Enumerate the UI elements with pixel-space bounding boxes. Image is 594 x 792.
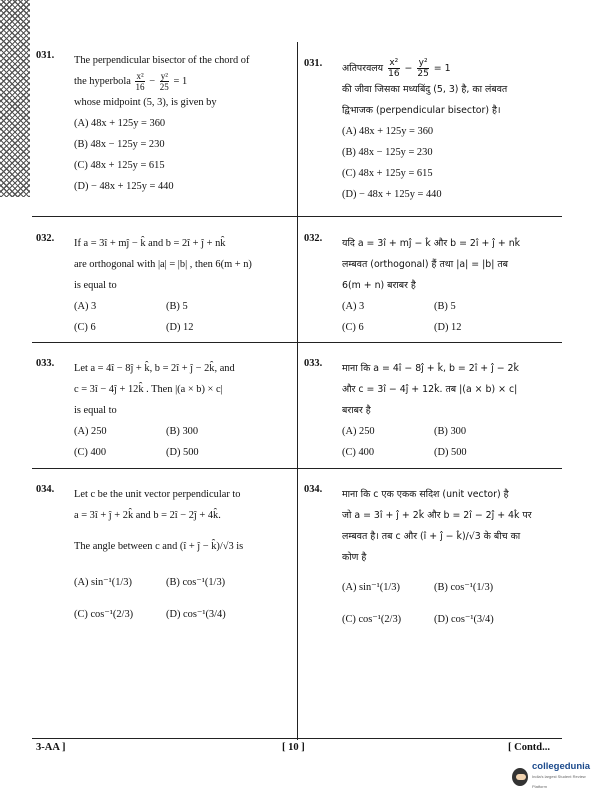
option: (C) 6	[342, 322, 364, 333]
collegedunia-logo	[512, 762, 594, 792]
footer-page-number: [ 10 ]	[282, 742, 305, 753]
question-text: are orthogonal with |a| = |b| , then 6(m + n)	[74, 259, 252, 270]
footer-rule	[32, 738, 562, 739]
logo-name: collegedunia	[532, 761, 591, 772]
option: (B) 5	[166, 301, 188, 312]
option: (C) 48x + 125y = 615	[342, 168, 433, 179]
option: (D) cos⁻¹(3/4)	[166, 609, 226, 620]
option: (B) 48x − 125y = 230	[342, 147, 433, 158]
question-number: 034.	[304, 484, 323, 495]
question-text: और c = 3î − 4ĵ + 12k̂. तब |(a × b) × c|	[342, 384, 518, 395]
column-divider	[297, 42, 298, 740]
option: (B) cos⁻¹(1/3)	[166, 577, 226, 588]
option: (A) 250	[74, 426, 107, 437]
question-text: लम्बवत (orthogonal) हैं तथा |a| = |b| तब	[342, 259, 509, 270]
option: (B) 5	[434, 301, 456, 312]
option: (C) 6	[74, 322, 96, 333]
question-number: 033.	[36, 358, 55, 369]
question-text: माना कि a = 4î − 8ĵ + k̂, b = 2î + ĵ − 2k̂	[342, 363, 519, 374]
option: (B) cos⁻¹(1/3)	[434, 582, 494, 593]
mascot-icon	[512, 768, 528, 786]
fraction: $\frac{\text{x²}}{16}$	[388, 58, 400, 79]
question-text: the hyperbola $\frac{\text{x²}}{16}$ − $\frac{\text{y²}}{25}$ = 1	[74, 71, 188, 93]
question-number: 034.	[36, 484, 55, 495]
option: (D) − 48x + 125y = 440	[74, 181, 174, 192]
question-text: is equal to	[74, 280, 117, 291]
question-text: Let a = 4î − 8ĵ + k̂, b = 2î + ĵ − 2k̂, and	[74, 363, 235, 374]
question-text: बराबर है	[342, 405, 371, 416]
option: (B) 48x − 125y = 230	[74, 139, 165, 150]
option: (A) 48x + 125y = 360	[342, 126, 434, 137]
option: (D) cos⁻¹(3/4)	[434, 614, 494, 625]
option: (B) 300	[166, 426, 199, 437]
option: (D) 12	[434, 322, 462, 333]
question-text: If a = 3î + mĵ − k̂ and b = 2î + ĵ + nk̂	[74, 238, 226, 249]
option: (A) sin⁻¹(1/3)	[342, 582, 400, 593]
option: (C) 48x + 125y = 615	[74, 160, 165, 171]
option: (B) 300	[434, 426, 467, 437]
logo-tagline: India's largest Student Review Platform	[532, 774, 586, 789]
option: (A) 3	[342, 301, 365, 312]
question-text: अतिपरवलय $\frac{\text{x²}}{16}$ − $\frac{\text{y²}}{25}$ = 1	[342, 58, 451, 79]
option: (C) 400	[342, 447, 375, 458]
question-number: 033.	[304, 358, 323, 369]
option: (A) 48x + 125y = 360	[74, 118, 166, 129]
question-number: 032.	[36, 233, 55, 244]
question-text: a = 3î + ĵ + 2k̂ and b = 2î − 2ĵ + 4k̂.	[74, 510, 221, 521]
section-rule	[32, 342, 562, 343]
question-text: लम्बवत है। तब c और (î + ĵ − k̂)/√3 के बीच का	[342, 531, 521, 542]
option: (D) 500	[434, 447, 467, 458]
footer-continued: [ Contd...	[508, 742, 551, 753]
decorative-pattern	[0, 0, 30, 197]
section-rule	[32, 468, 562, 469]
question-text: c = 3î − 4ĵ + 12k̂ . Then |(a × b) × c|	[74, 384, 223, 395]
option: (D) 500	[166, 447, 199, 458]
option: (C) 400	[74, 447, 107, 458]
option: (C) cos⁻¹(2/3)	[74, 609, 134, 620]
question-text: whose midpoint (5, 3), is given by	[74, 97, 217, 108]
section-rule	[32, 216, 562, 217]
question-text: The perpendicular bisector of the chord of	[74, 55, 250, 66]
question-number: 032.	[304, 233, 323, 244]
question-text: 6(m + n) बराबर है	[342, 280, 416, 291]
question-number: 031.	[36, 50, 55, 61]
question-text: की जीवा जिसका मध्यबिंदु (5, 3) है, का लंबवत	[342, 84, 508, 95]
option: (A) sin⁻¹(1/3)	[74, 577, 132, 588]
fraction: $\frac{\text{y²}}{25}$	[417, 58, 429, 79]
question-number: 031.	[304, 58, 323, 69]
option: (A) 250	[342, 426, 375, 437]
option: (C) cos⁻¹(2/3)	[342, 614, 402, 625]
question-text: द्विभाजक (perpendicular bisector) है।	[342, 105, 501, 116]
question-text: जो a = 3î + ĵ + 2k̂ और b = 2î − 2ĵ + 4k̂ पर	[342, 510, 532, 521]
option: (A) 3	[74, 301, 97, 312]
question-text: The angle between c and (î + ĵ − k̂)/√3 is	[74, 541, 244, 552]
option: (D) 12	[166, 322, 194, 333]
question-text: is equal to	[74, 405, 117, 416]
fraction: $\frac{\text{x²}}{16}$	[135, 71, 145, 93]
question-text: यदि a = 3î + mĵ − k̂ और b = 2î + ĵ + nk̂	[342, 238, 521, 249]
footer-booklet-code: 3-AA ]	[36, 742, 66, 753]
question-text: कोण है	[342, 552, 367, 563]
fraction: $\frac{\text{y²}}{25}$	[159, 71, 169, 93]
question-text: Let c be the unit vector perpendicular to	[74, 489, 241, 500]
option: (D) − 48x + 125y = 440	[342, 189, 442, 200]
question-text: माना कि c एक एकक सदिश (unit vector) है	[342, 489, 509, 500]
